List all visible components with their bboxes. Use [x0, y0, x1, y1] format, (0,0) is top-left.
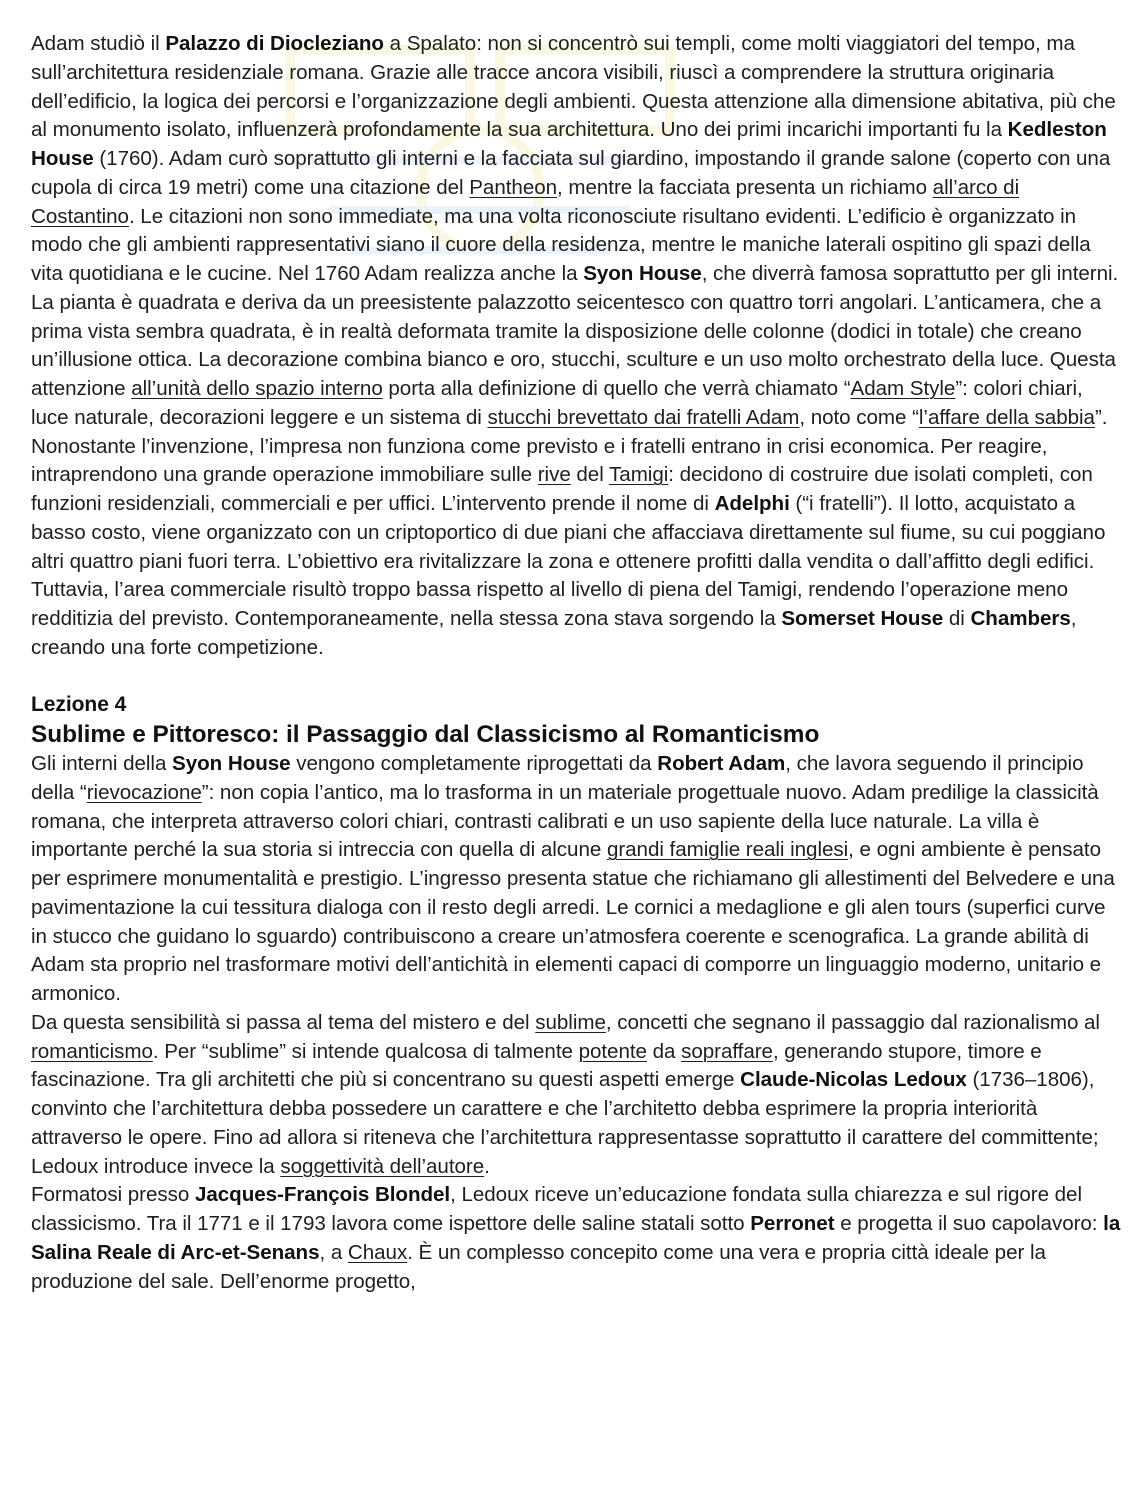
text-run: : decidono di costruire due isolati completi, con funzioni residenziali, commerciali e per uffici. L’intervento prende il nome di	[31, 463, 1093, 515]
text-run: di	[943, 607, 971, 630]
underlined-term: Tamigi	[609, 463, 669, 487]
underlined-term: rievocazione	[86, 780, 202, 804]
paragraph-gap	[31, 663, 1123, 692]
text-run: , a	[319, 1240, 348, 1264]
bold-term: Jacques-François Blondel	[194, 1183, 451, 1207]
text-run: Adam studiò il	[31, 32, 166, 55]
bold-term: Robert Adam	[657, 752, 786, 775]
text-run: Gli interni della	[31, 752, 173, 775]
underlined-term: sopraffare	[681, 1039, 773, 1063]
paragraph-sublime	[31, 1009, 1123, 1182]
text-run: (1736–1806), convinto che l’architettura debba possedere un carattere e che l’architetto debba esprimere la propria interiorità attraverso le opere. Fino ad allora si riteneva che l’architettura rappresentasse soprattutto il carattere del committente; Ledoux introduce invece la	[31, 1068, 1099, 1178]
text-run: , mentre la facciata presenta un richiamo	[557, 175, 933, 199]
paragraph-adam-intro	[31, 30, 1123, 663]
text-run: ”: colori chiari, luce naturale, decorazioni leggere e un sistema di	[31, 377, 1083, 429]
text-run: vengono completamente riprogettati da	[290, 752, 658, 775]
bold-term: Adelphi	[714, 492, 790, 515]
underlined-term: l’affare della sabbia	[918, 405, 1095, 429]
underlined-term: all’arco di Costantino	[31, 175, 1020, 228]
text-run: , concetti che segnano il passaggio dal razionalismo al	[605, 1010, 1100, 1034]
text-run: . È un complesso concepito come una vera e propria città ideale per la produzione del sale. Dell’enorme progetto,	[31, 1240, 1046, 1293]
text-run: , noto come “	[799, 405, 919, 429]
underlined-term: soggettività dell’autore	[280, 1154, 485, 1178]
text-run: e progetta il suo capolavoro:	[834, 1212, 1104, 1235]
bold-term: Kedleston House	[31, 118, 1107, 170]
underlined-term: all’unità dello spazio interno	[131, 377, 383, 400]
text-run: , che lavora seguendo il principio della “	[31, 752, 1084, 804]
text-run: , Ledoux riceve un’educazione fondata sulla chiarezza e sul rigore del classicismo. Tra il 1771 e il 1793 lavora come ispettore delle saline statali sotto	[31, 1183, 1082, 1235]
underlined-term: Adam Style	[850, 377, 956, 400]
bold-term: Perronet	[750, 1212, 835, 1235]
underlined-term: stucchi brevettato dai fratelli Adam	[487, 405, 800, 429]
bold-term: Chambers	[970, 607, 1071, 630]
text-run: . Le citazioni non sono immediate, ma una volta riconosciute risultano evidenti. L’edificio è organizzato in modo che gli ambienti rappresentativi siano il cuore della residenza, mentre le maniche laterali ospitino gli spazi della vita quotidiana e le cucine. Nel 1760 Adam realizza anche la	[31, 204, 1091, 285]
text-run: ”. Nonostante l’invenzione, l’impresa non funziona come previsto e i fratelli entrano in crisi economica. Per reagire, intraprendono una grande operazione immobiliare sulle	[31, 405, 1108, 487]
bold-term: Somerset House	[781, 607, 944, 630]
text-run: , che diverrà famosa soprattutto per gli interni. La pianta è quadrata e deriva da un preesistente palazzotto seicentesco con quattro torri angolari. L’anticamera, che a prima vista sembra quadrata, è in realtà deformata tramite la disposizione delle colonne (dodici in totale) che creano un’illusione ottica. La decorazione combina bianco e oro, stucchi, sculture e un uso molto orchestrato della luce. Questa attenzione	[31, 262, 1119, 400]
paragraph-syon-house	[31, 750, 1123, 1009]
text-run: . Per “sublime” si intende qualcosa di talmente	[152, 1039, 579, 1063]
text-run: da	[646, 1039, 682, 1063]
underlined-term: sublime	[535, 1010, 606, 1034]
text-run: , generando stupore, timore e fascinazione. Tra gli architetti che più si concentrano su questi aspetti emerge	[31, 1039, 1042, 1092]
document-page	[31, 30, 1123, 1296]
text-run: ”: non copia l’antico, ma lo trasforma in un materiale progettuale nuovo. Adam predilige la classicità romana, che interpreta attraverso colori chiari, contrasti calibrati e un uso sapiente della luce naturale. La villa è importante perché la sua storia si intreccia con quella di alcune	[31, 780, 1099, 862]
underlined-term: Pantheon	[469, 175, 558, 199]
text-run: Da questa sensibilità si passa al tema del mistero e del	[31, 1010, 536, 1034]
underlined-term: potente	[578, 1039, 647, 1063]
text-run: (1760). Adam curò soprattutto gli interni e la facciata sul giardino, impostando il grande salone (coperto con una cupola di circa 19 metri) come una citazione del	[31, 147, 1111, 199]
underlined-term: grandi famiglie reali inglesi	[606, 838, 849, 862]
underlined-term: rive	[537, 463, 571, 487]
text-run: , e ogni ambiente è pensato per esprimere monumentalità e prestigio. L’ingresso presenta statue che richiamano gli allestimenti del Belvedere e una pavimentazione la cui tessitura dialoga con il resto degli arredi. Le cornici a medaglione e gli alen tours (superfici curve in stucco che guidano lo sguardo) contribuiscono a creare un’atmosfera coerente e scenografica. La grande abilità di Adam sta proprio nel trasformare motivi dell’antichità in elementi capaci di comporre un linguaggio moderno, unitario e armonico.	[31, 838, 1115, 1005]
bold-term: Claude-Nicolas Ledoux	[740, 1068, 967, 1092]
text-run: a Spalato: non si concentrò sui templi, come molti viaggiatori del tempo, ma sull’architettura residenziale romana. Grazie alle tracce ancora visibili, riuscì a comprendere la struttura originaria dell’edificio, la logica dei percorsi e l’organizzazione degli ambienti. Questa attenzione alla dimensione abitativa, più che al monumento isolato, influenzerà profondamente la sua architettura. Uno dei primi incarichi importanti fu la	[31, 32, 1116, 142]
underlined-term: romanticismo	[31, 1039, 153, 1063]
text-run: porta alla definizione di quello che verrà chiamato “	[382, 377, 851, 400]
bold-term: Syon House	[583, 262, 702, 285]
underlined-term: Chaux	[347, 1240, 408, 1264]
bold-term: Palazzo di Diocleziano	[165, 32, 384, 55]
text-run: Formatosi presso	[31, 1183, 195, 1207]
text-run: , creando una forte competizione.	[31, 607, 1077, 659]
text-run: (“i fratelli”). Il lotto, acquistato a basso costo, viene organizzato con un criptoportico di due piani che affacciava direttamente sul fiume, su cui poggiano altri quattro piani fuori terra. L’obiettivo era rivitalizzare la zona e ottenere profitti dalla vendita o dall’affitto degli edifici. Tuttavia, l’area commerciale risultò troppo bassa rispetto al livello di piena del Tamigi, rendendo l’operazione meno redditizia del previsto. Contemporaneamente, nella stessa zona stava sorgendo la	[31, 492, 1106, 630]
text-run: .	[484, 1154, 490, 1178]
bold-term: la Salina Reale di Arc-et-Senans	[31, 1212, 1121, 1264]
text-run: del	[570, 463, 610, 487]
lesson-label: Lezione 4	[31, 693, 127, 717]
paragraph-ledoux	[31, 1181, 1123, 1296]
bold-term: Syon House	[172, 752, 291, 775]
lesson-title: Sublime e Pittoresco: il Passaggio dal Classicismo al Romanticismo	[31, 721, 820, 748]
